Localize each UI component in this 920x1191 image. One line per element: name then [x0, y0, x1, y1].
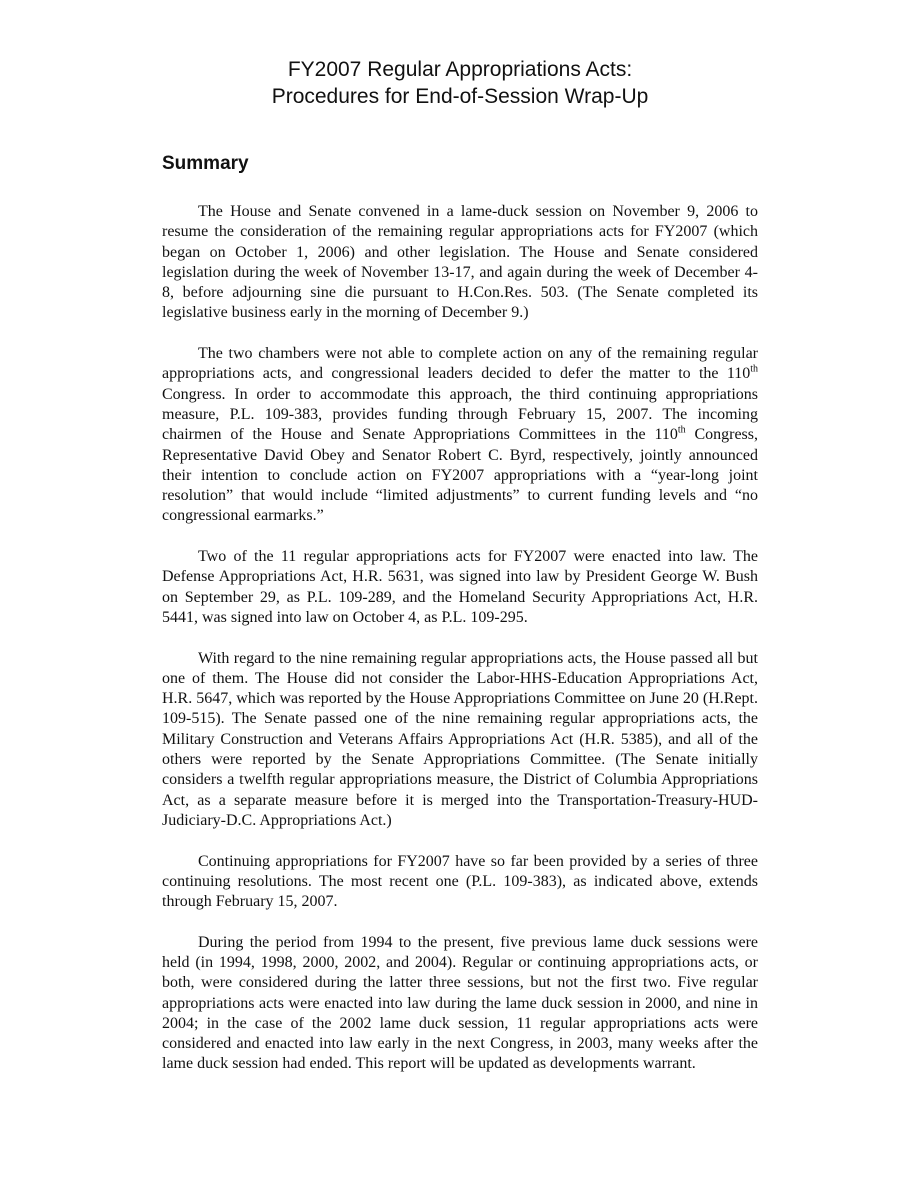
paragraph-2-text-c: Congress, Representative David Obey and Senator Robert C. Byrd, respectively, jointly announced their intention to conclude action on FY2007 appropriations with a “year-long joint resolution” that would include “limited adjustments” to current funding levels and “no congressional earmarks.”: [162, 426, 759, 525]
report-title: [162, 56, 758, 110]
superscript-th: th: [750, 364, 758, 376]
summary-paragraph-4: With regard to the nine remaining regular appropriations acts, the House passed all but one of them. The House did not consider the Labor-HHS-Education Appropriations Act, H.R. 5647, which was reported by the House Appropriations Committee on June 20 (H.Rept. 109-515). The Senate passed one of the nine remaining regular appropriations acts, the Military Construction and Veterans Affairs Appropriations Act (H.R. 5385), and all of the others were reported by the Senate Appropriations Committee. (The Senate initially considers a twelfth regular appropriations measure, the District of Columbia Appropriations Act, as a separate measure before it is merged into the Transportation-Treasury-HUD-Judiciary-D.C. Appropriations Act.): [162, 649, 758, 829]
report-title-line-2: Procedures for End-of-Session Wrap-Up: [271, 85, 649, 108]
summary-paragraph-6: During the period from 1994 to the present, five previous lame duck sessions were held (in 1994, 1998, 2000, 2002, and 2004). Regular or continuing appropriations acts, or both, were considered during the latter three sessions, but not the first two. Five regular appropriations acts were enacted into law during the lame duck session in 2000, and nine in 2004; in the case of the 2002 lame duck session, 11 regular appropriations acts were considered and enacted into law early in the next Congress, in 2003, many weeks after the lame duck session had ended. This report will be updated as developments warrant.: [162, 933, 758, 1073]
summary-paragraph-5: Continuing appropriations for FY2007 have so far been provided by a series of three continuing resolutions. The most recent one (P.L. 109-383), as indicated above, extends through February 15, 2007.: [162, 852, 758, 911]
summary-paragraph-3: Two of the 11 regular appropriations acts for FY2007 were enacted into law. The Defense Appropriations Act, H.R. 5631, was signed into law by President George W. Bush on September 29, as P.L. 109-289, and the Homeland Security Appropriations Act, H.R. 5441, was signed into law on October 4, as P.L. 109-295.: [162, 548, 758, 626]
summary-paragraph-2: [162, 344, 758, 527]
report-title-line-1: FY2007 Regular Appropriations Acts:: [287, 58, 633, 81]
paragraph-2-text-b: Congress. In order to accommodate this approach, the third continuing appropriations measure, P.L. 109-383, provides funding through February 15, 2007. The incoming chairmen of the House and Senate Appropriations Committees in the 110: [162, 385, 758, 444]
summary-heading: Summary: [162, 153, 249, 174]
paragraph-2-text-a: The two chambers were not able to complete action on any of the remaining regular appropriations acts, and congressional leaders decided to defer the matter to the 110: [162, 345, 758, 383]
superscript-th: th: [677, 424, 686, 436]
summary-paragraph-1: The House and Senate convened in a lame-duck session on November 9, 2006 to resume the consideration of the remaining regular appropriations acts for FY2007 (which began on October 1, 2006) and other legislation. The House and Senate considered legislation during the week of November 13-17, and again during the week of December 4-8, before adjourning sine die pursuant to H.Con.Res. 503. (The Senate completed its legislative business early in the morning of December 9.): [162, 203, 758, 322]
document-page: [162, 56, 758, 1075]
